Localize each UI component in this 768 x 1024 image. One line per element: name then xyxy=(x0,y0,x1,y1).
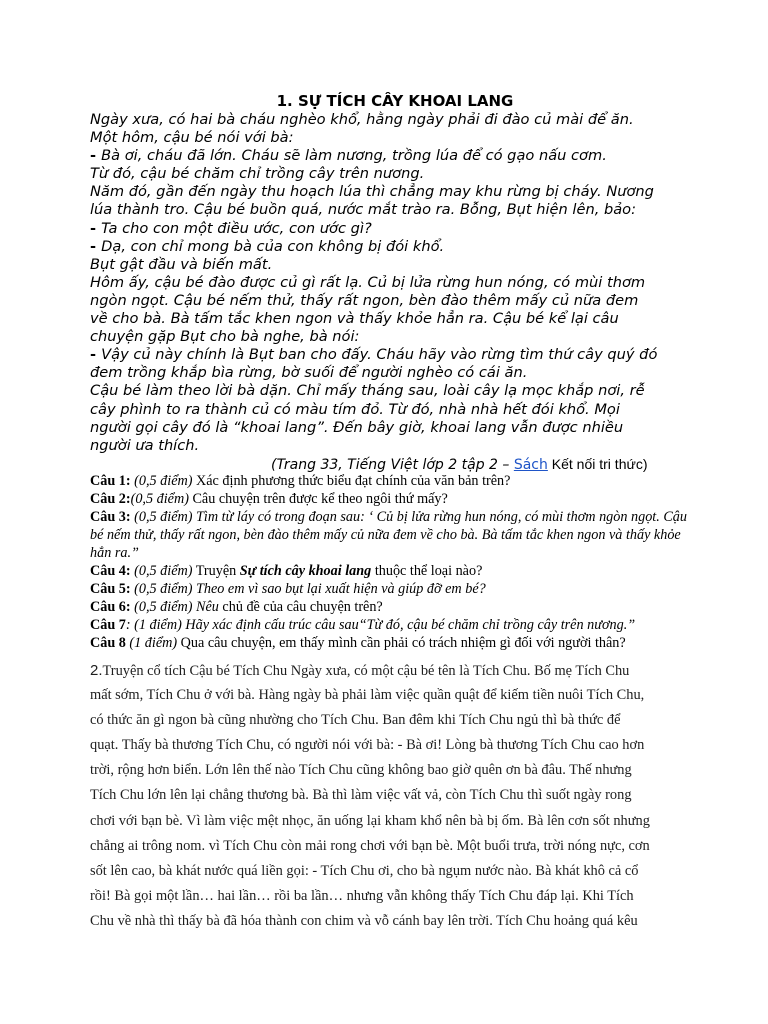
story-line: Hôm ấy, cậu bé đào được củ gì rất lạ. Củ bị lửa rừng hun nóng, có mùi thơm xyxy=(90,273,646,291)
question-5: Câu 5: (0,5 điểm) Theo em vì sao bụt lại xuất hiện và giúp đỡ em bé? xyxy=(90,581,486,597)
sach-link[interactable]: Sách xyxy=(513,457,548,473)
question-8: Câu 8 (1 điểm) Qua câu chuyện, em thấy mình cần phải có trách nhiệm gì đối với người thân? xyxy=(90,635,626,651)
section-number: 2. xyxy=(90,662,103,679)
question-1: Câu 1: (0,5 điểm) Xác định phương thức biểu đạt chính của văn bản trên? xyxy=(90,473,511,489)
story-line: đem trồng khắp bìa rừng, bờ suối để người nghèo có cái ăn. xyxy=(90,364,528,382)
story-line: lúa thành tro. Cậu bé buồn quá, nước mắt trào ra. Bỗng, Bụt hiện lên, bảo: xyxy=(90,201,637,219)
story-line: cây phình to ra thành củ có màu tím đỏ. Từ đó, nhà nhà hết đói khổ. Mọi xyxy=(90,400,620,418)
story-line: - Bà ơi, cháu đã lớn. Cháu sẽ làm nương, trồng lúa để có gạo nấu cơm. xyxy=(90,147,607,165)
question-7: Câu 7: (1 điểm) Hãy xác định cấu trúc câu sau“Từ đó, cậu bé chăm chỉ trồng cây trên nương.” xyxy=(90,617,636,633)
story-text xyxy=(90,111,690,455)
question-6: Câu 6: (0,5 điểm) Nêu chủ đề của câu chuyện trên? xyxy=(90,599,383,615)
story-line: Bụt gật đầu và biến mất. xyxy=(90,255,273,273)
story-line: chuyện gặp Bụt cho bà nghe, bà nói: xyxy=(90,328,360,346)
document-title: 1. SỰ TÍCH CÂY KHOAI LANG xyxy=(276,92,514,110)
story-2-line: có thức ăn gì ngon bà cũng nhường cho Tích Chu. Ban đêm khi Tích Chu ngủ thì bà thức để xyxy=(90,712,621,729)
question-2: Câu 2:(0,5 điểm) Câu chuyện trên được kể theo ngôi thứ mấy? xyxy=(90,491,448,507)
story-line: - Vậy củ này chính là Bụt ban cho đấy. Cháu hãy vào rừng tìm thứ cây quý đó xyxy=(90,346,658,364)
story-line: ngòn ngọt. Cậu bé nếm thử, thấy rất ngon, bèn đào thêm mấy củ nữa đem xyxy=(90,291,639,309)
story-line: người ưa thích. xyxy=(90,436,200,454)
story-line: - Ta cho con một điều ước, con ước gì? xyxy=(90,219,372,237)
question-4: Câu 4: (0,5 điểm) Truyện Sự tích cây khoai lang thuộc thể loại nào? xyxy=(90,563,483,579)
story-line: Một hôm, cậu bé nói với bà: xyxy=(90,129,294,147)
story-line: về cho bà. Bà tấm tắc khen ngon và thấy khỏe hẳn ra. Cậu bé kể lại câu xyxy=(90,310,619,328)
story-line: Năm đó, gần đến ngày thu hoạch lúa thì chẳng may khu rừng bị cháy. Nương xyxy=(90,183,654,201)
story-2-line: mất sớm, Tích Chu ở với bà. Hàng ngày bà phải làm việc quần quật để kiếm tiền nuôi Tích Chu, xyxy=(90,687,645,704)
story-2-text xyxy=(90,658,690,934)
story-2-line: 2.Truyện cổ tích Cậu bé Tích Chu Ngày xưa, có một cậu bé tên là Tích Chu. Bố mẹ Tích Chu xyxy=(90,662,630,679)
story-line: người gọi cây đó là “khoai lang”. Đến bây giờ, khoai lang vẫn được nhiều xyxy=(90,418,624,436)
story-line: - Dạ, con chỉ mong bà của con không bị đói khổ. xyxy=(90,237,445,255)
story-line: Cậu bé làm theo lời bà dặn. Chỉ mấy tháng sau, loài cây lạ mọc khắp nơi, rễ xyxy=(90,382,645,400)
source-citation: (Trang 33, Tiếng Việt lớp 2 tập 2 – Sách Kết nối tri thức) xyxy=(271,456,648,473)
story-line: Ngày xưa, có hai bà cháu nghèo khổ, hằng ngày phải đi đào củ mài để ăn. xyxy=(90,111,634,128)
story-2-line: trời, rộng hơn biển. Lớn lên thế nào Tích Chu cũng không bao giờ quên ơn bà đâu. Thế nhưng xyxy=(90,762,632,779)
question-3: Câu 3: (0,5 điểm) Tìm từ láy có trong đoạn sau: ‘ Củ bị lửa rừng hun nóng, có mùi thơm ngòn ngọt. Cậu bé nếm thử, thấy rất ngon, bèn đào thêm mấy củ nữa đem về cho bà. Bà tấm tắc khen ngon và thấy khỏe hẳn ra.” xyxy=(90,509,687,561)
story-2-line: sốt lên cao, bà khát nước quá liền gọi: - Tích Chu ơi, cho bà ngụm nước nào. Bà khát khô cả cổ xyxy=(90,862,639,879)
story-line: Từ đó, cậu bé chăm chỉ trồng cây trên nương. xyxy=(90,165,425,183)
story-2-line: chẳng ai trông nom. vì Tích Chu còn mải rong chơi với bạn bè. Một buổi trưa, trời nóng nực, cơn xyxy=(90,837,650,854)
story-2-line: Chu về nhà thì thấy bà đã hóa thành con chim và vỗ cánh bay lên trời. Tích Chu hoảng quá kêu xyxy=(90,912,638,929)
story-2-line: quạt. Thấy bà thương Tích Chu, có người nói với bà: - Bà ơi! Lòng bà thương Tích Chu cao hơn xyxy=(90,737,645,754)
story-2-line: Tích Chu lớn lên lại chẳng thương bà. Bà thì làm việc vất vả, còn Tích Chu thì suốt ngày rong xyxy=(90,787,632,804)
story-2-line: rồi! Bà gọi một lần… hai lần… rồi ba lần… nhưng vẫn không thấy Tích Chu đáp lại. Khi Tích xyxy=(90,887,634,904)
question-list xyxy=(90,472,690,652)
story-2-line: chơi với bạn bè. Vì làm việc mệt nhọc, ăn uống lại kham khổ nên bà bị ốm. Bà lên cơn sốt nhưng xyxy=(90,812,650,829)
